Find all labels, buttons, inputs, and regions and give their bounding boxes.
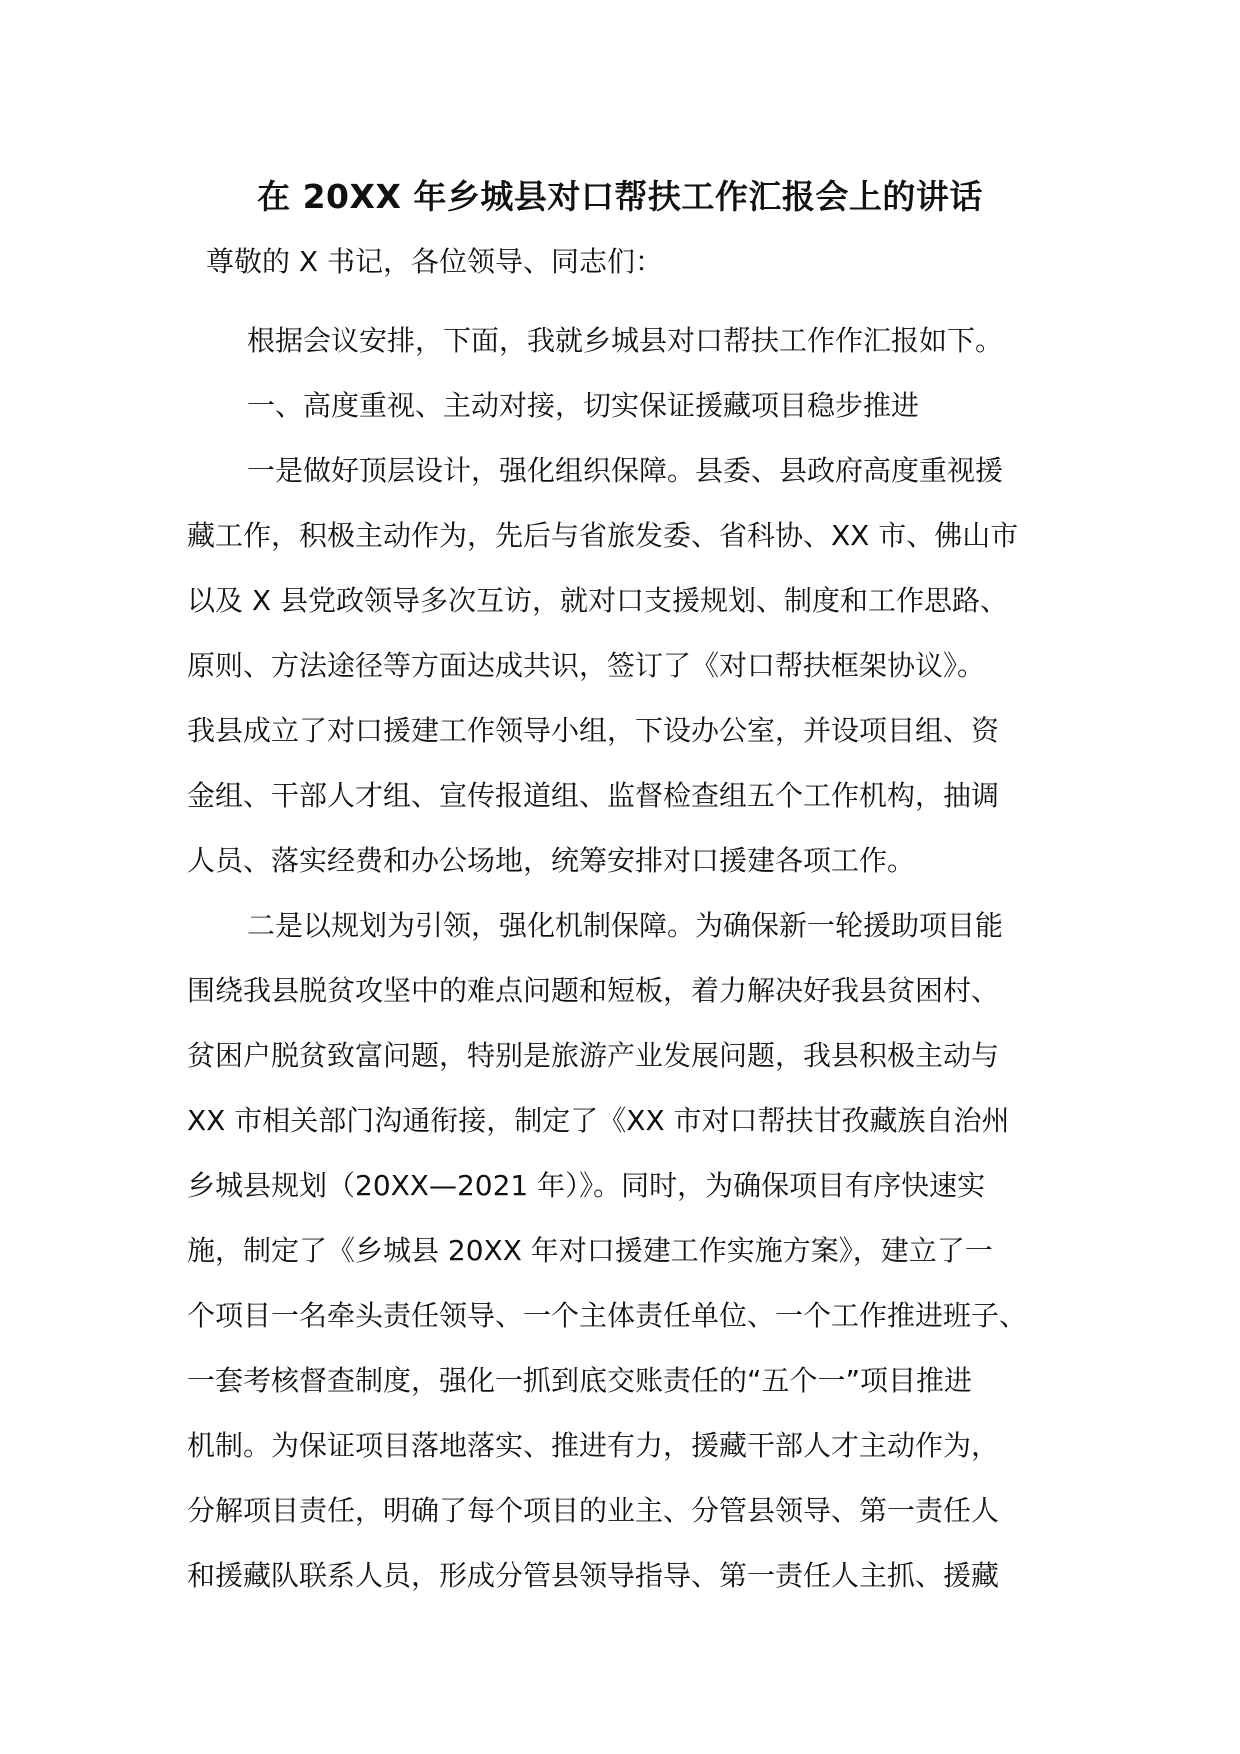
- document-body: [187, 308, 1053, 1608]
- body-line: 围绕我县脱贫攻坚中的难点问题和短板，着力解决好我县贫困村、: [187, 974, 1000, 1007]
- body-line: 一套考核督查制度，强化一抓到底交账责任的“五个一”项目推进: [187, 1364, 973, 1397]
- body-line: 金组、干部人才组、宣传报道组、监督检查组五个工作机构，抽调: [187, 779, 1000, 812]
- body-line: 藏工作，积极主动作为，先后与省旅发委、省科协、XX 市、佛山市: [187, 519, 1019, 552]
- body-line: 二是以规划为引领，强化机制保障。为确保新一轮援助项目能: [247, 909, 1004, 942]
- body-line: 施，制定了《乡城县 20XX 年对口援建工作实施方案》，建立了一: [187, 1234, 993, 1267]
- body-line: 我县成立了对口援建工作领导小组，下设办公室，并设项目组、资: [187, 714, 1000, 747]
- body-line: 机制。为保证项目落地落实、推进有力，援藏干部人才主动作为，: [187, 1429, 1000, 1462]
- body-line: 乡城县规划（20XX—2021 年）》。同时，为确保项目有序快速实: [187, 1169, 986, 1202]
- body-line: 原则、方法途径等方面达成共识，签订了《对口帮扶框架协议》。: [187, 649, 986, 682]
- body-line: 分解项目责任，明确了每个项目的业主、分管县领导、第一责任人: [187, 1494, 1000, 1527]
- body-line: 贫困户脱贫致富问题，特别是旅游产业发展问题，我县积极主动与: [187, 1039, 1000, 1072]
- body-line: 个项目一名牵头责任领导、一个主体责任单位、一个工作推进班子、: [187, 1299, 1028, 1332]
- section-heading-1: 一、高度重视、主动对接，切实保证援藏项目稳步推进: [247, 389, 920, 422]
- salutation: 尊敬的 X 书记，各位领导、同志们：: [206, 245, 663, 278]
- body-line: 以及 X 县党政领导多次互访，就对口支援规划、制度和工作思路、: [187, 584, 1008, 617]
- body-line: XX 市相关部门沟通衔接，制定了《XX 市对口帮扶甘孜藏族自治州: [187, 1104, 1010, 1137]
- body-line-intro: 根据会议安排，下面，我就乡城县对口帮扶工作作汇报如下。: [247, 324, 1004, 357]
- body-line: 人员、落实经费和办公场地，统筹安排对口援建各项工作。: [187, 844, 916, 877]
- body-line: 一是做好顶层设计，强化组织保障。县委、县政府高度重视援: [247, 454, 1004, 487]
- body-line: 和援藏队联系人员，形成分管县领导指导、第一责任人主抓、援藏: [187, 1559, 1000, 1592]
- document-title: 在 20XX 年乡城县对口帮扶工作汇报会上的讲话: [257, 177, 983, 216]
